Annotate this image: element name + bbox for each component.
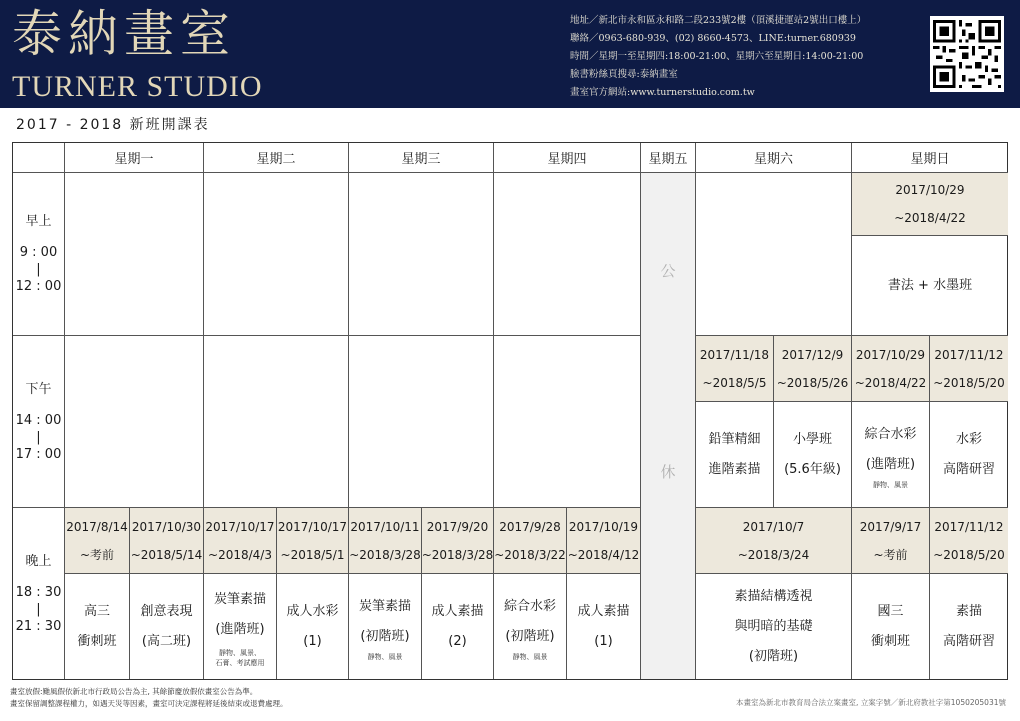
course-note: 石膏、考試應用 <box>215 659 265 667</box>
date-start: 2017/10/30 <box>131 519 202 534</box>
course-line: 衝刺班 <box>77 633 117 649</box>
course-note: 靜物、風景、 <box>219 649 261 657</box>
registration-note: 本畫室為新北市教育局合法立案畫室, 立案字號／新北府教社字第1050205031號 <box>736 698 1006 707</box>
day-header-thu: 星期四 <box>494 143 641 173</box>
date-end: ~考前 <box>873 547 908 562</box>
course-line: 高三 <box>83 603 110 619</box>
date-end: ~2018/4/22 <box>894 211 966 225</box>
course-name-cell <box>349 574 422 679</box>
date-end: ~2018/3/28 <box>349 547 421 562</box>
course-line: 鉛筆精細 <box>708 431 761 447</box>
course-line: (2) <box>448 633 467 649</box>
date-start: 2017/10/11 <box>350 519 420 534</box>
course-date-cell <box>567 508 641 574</box>
schedule-table <box>12 142 1008 680</box>
empty-cell <box>204 173 349 336</box>
slot-evening <box>13 508 65 679</box>
course-name-cell <box>930 402 1008 508</box>
facebook-line: 臉書粉絲頁搜尋:泰納畫室 <box>570 69 678 80</box>
day-header-fri: 星期五 <box>641 143 696 173</box>
course-name-cell <box>567 574 641 679</box>
course-name-cell <box>422 574 494 679</box>
date-start: 2017/11/12 <box>934 519 1004 534</box>
day-header-sat: 星期六 <box>696 143 852 173</box>
course-date-cell <box>852 508 930 574</box>
course-line: (5.6年級) <box>784 461 841 477</box>
course-date-cell <box>204 508 277 574</box>
slot-name: 下午 <box>25 381 52 397</box>
logo-chinese: 泰納畫室 <box>12 5 236 63</box>
schedule-subtitle: 2017 - 2018 新班開課表 <box>16 117 210 133</box>
empty-cell <box>349 173 494 336</box>
date-end: ~2018/5/14 <box>130 547 203 562</box>
course-line: 高階研習 <box>942 461 995 477</box>
date-end: ~2018/5/20 <box>933 375 1005 390</box>
course-date-cell <box>65 508 130 574</box>
course-name-cell <box>852 574 930 679</box>
date-start: 2017/10/19 <box>568 519 639 534</box>
course-name-cell <box>494 574 567 679</box>
date-start: 2017/11/18 <box>699 347 770 362</box>
day-header-mon: 星期一 <box>65 143 204 173</box>
course-name-cell <box>277 574 349 679</box>
course-date-cell <box>422 508 494 574</box>
address-line: 地址／新北市永和區永和路二段233號2樓（頂溪捷運站2號出口樓上） <box>570 15 867 26</box>
course-date-cell <box>130 508 204 574</box>
course-line: (高二班) <box>141 633 192 649</box>
empty-cell <box>65 336 204 508</box>
slot-end: 21 : 30 <box>15 618 62 634</box>
course-line: (進階班) <box>215 622 265 637</box>
course-line: 高階研習 <box>942 633 995 649</box>
slot-name: 早上 <box>25 214 52 229</box>
day-header-wed: 星期三 <box>349 143 494 173</box>
course-line: 素描 <box>955 603 982 619</box>
slot-sep: | <box>36 262 41 277</box>
slot-afternoon <box>13 336 65 508</box>
date-end: ~2018/3/22 <box>494 547 566 562</box>
slot-end: 17 : 00 <box>15 446 62 462</box>
slot-morning <box>13 173 65 336</box>
course-date-cell <box>696 336 774 402</box>
footer-line: 畫室放假:颱風假依新北市行政局公告為主, 其餘節慶放假依畫室公告為準。 <box>10 687 258 696</box>
date-start: 2017/11/12 <box>934 347 1004 362</box>
date-start: 2017/10/29 <box>855 347 926 362</box>
course-name-cell <box>696 402 774 508</box>
course-line: 綜合水彩 <box>503 598 556 614</box>
empty-cell <box>65 173 204 336</box>
date-end: ~2018/3/28 <box>422 547 494 562</box>
date-start: 2017/10/17 <box>205 519 275 534</box>
date-start: 2017/8/14 <box>66 519 128 534</box>
course-name-cell <box>852 236 1008 336</box>
course-note: 靜物、風景 <box>512 652 548 661</box>
course-date-cell <box>930 508 1008 574</box>
date-start: 2017/10/29 <box>895 183 965 197</box>
course-line: 素描結構透視 <box>734 588 813 604</box>
course-line: 成人水彩 <box>286 603 339 619</box>
day-header-sun: 星期日 <box>852 143 1008 173</box>
course-date-cell <box>852 173 1008 236</box>
closed-char-2: 休 <box>660 463 676 481</box>
course-line: 成人素描 <box>577 603 630 619</box>
date-end: ~2018/5/5 <box>702 375 767 390</box>
course-name-cell <box>852 402 930 508</box>
course-date-cell <box>494 508 567 574</box>
date-start: 2017/9/17 <box>859 519 922 534</box>
empty-cell <box>204 336 349 508</box>
course-name-cell <box>130 574 204 679</box>
course-date-cell <box>774 336 852 402</box>
course-line: 衝刺班 <box>870 633 910 649</box>
empty-cell <box>494 336 641 508</box>
course-line: 炭筆素描 <box>358 598 411 614</box>
date-end: ~2018/5/26 <box>776 375 849 390</box>
date-end: ~2018/5/20 <box>933 547 1005 562</box>
course-name-cell <box>774 402 852 508</box>
course-date-cell <box>349 508 422 574</box>
course-name-cell <box>696 574 852 679</box>
course-line: 書法 + 水墨班 <box>887 277 973 293</box>
footer-notes <box>10 686 288 710</box>
date-start: 2017/9/28 <box>499 519 561 534</box>
course-line: (初階班) <box>505 628 555 644</box>
slot-start: 9 : 00 <box>19 245 58 260</box>
studio-info <box>570 12 915 102</box>
course-note: 靜物、風景 <box>873 480 908 489</box>
slot-name: 晚上 <box>25 553 52 569</box>
course-date-cell <box>852 336 930 402</box>
closed-char-1: 公 <box>660 262 676 280</box>
course-line: 創意表現 <box>140 603 193 619</box>
course-line: 炭筆素描 <box>213 592 266 607</box>
course-line: 小學班 <box>792 431 832 447</box>
hours-line: 時間／星期一至星期四:18:00-21:00、星期六至星期日:14:00-21:00 <box>570 51 864 62</box>
header-banner <box>0 0 1020 108</box>
course-line: 成人素描 <box>431 603 484 619</box>
friday-closed-column <box>641 173 696 679</box>
date-start: 2017/12/9 <box>781 347 844 362</box>
course-line: (1) <box>303 633 322 649</box>
slot-start: 18 : 30 <box>15 584 62 600</box>
slot-start: 14 : 00 <box>15 412 62 428</box>
course-line: (進階班) <box>865 456 916 472</box>
course-line: 與明暗的基礎 <box>734 618 813 634</box>
course-line: 水彩 <box>955 431 982 447</box>
slot-sep: | <box>36 429 41 445</box>
date-start: 2017/9/20 <box>426 519 489 534</box>
date-end: ~2018/3/24 <box>737 547 810 562</box>
course-line: 綜合水彩 <box>864 426 917 442</box>
date-start: 2017/10/17 <box>277 519 348 534</box>
course-date-cell <box>277 508 349 574</box>
date-end: ~考前 <box>79 547 115 562</box>
date-start: 2017/10/7 <box>742 519 805 534</box>
logo-english: TURNER STUDIO <box>12 70 263 103</box>
empty-cell <box>696 173 852 336</box>
day-header-tue: 星期二 <box>204 143 349 173</box>
date-end: ~2018/4/12 <box>567 547 640 562</box>
empty-cell <box>494 173 641 336</box>
contact-line: 聯絡／0963-680-939、(02) 8660-4573、LINE:turner.680939 <box>570 33 856 44</box>
empty-cell <box>349 336 494 508</box>
qr-code-icon <box>930 16 1004 92</box>
course-date-cell <box>696 508 852 574</box>
corner-cell <box>13 143 65 173</box>
course-name-cell <box>930 574 1008 679</box>
course-line: (1) <box>594 633 613 649</box>
website-line: 畫室官方網站:www.turnerstudio.com.tw <box>570 87 755 98</box>
course-line: 進階素描 <box>708 461 761 477</box>
footer-line: 畫室保留調整課程權力，如遇天災等因素，畫室可決定課程將延後結束或退費處理。 <box>10 699 288 708</box>
course-line: (初階班) <box>360 628 410 644</box>
course-note: 靜物、風景 <box>367 652 403 661</box>
slot-end: 12 : 00 <box>15 279 62 294</box>
course-line: (初階班) <box>748 648 799 664</box>
course-date-cell <box>930 336 1008 402</box>
slot-sep: | <box>36 601 41 617</box>
date-end: ~2018/5/1 <box>280 547 345 562</box>
course-name-cell <box>204 574 277 679</box>
course-line: 國三 <box>877 603 904 619</box>
course-name-cell <box>65 574 130 679</box>
date-end: ~2018/4/22 <box>854 375 927 390</box>
date-end: ~2018/4/3 <box>208 547 272 562</box>
